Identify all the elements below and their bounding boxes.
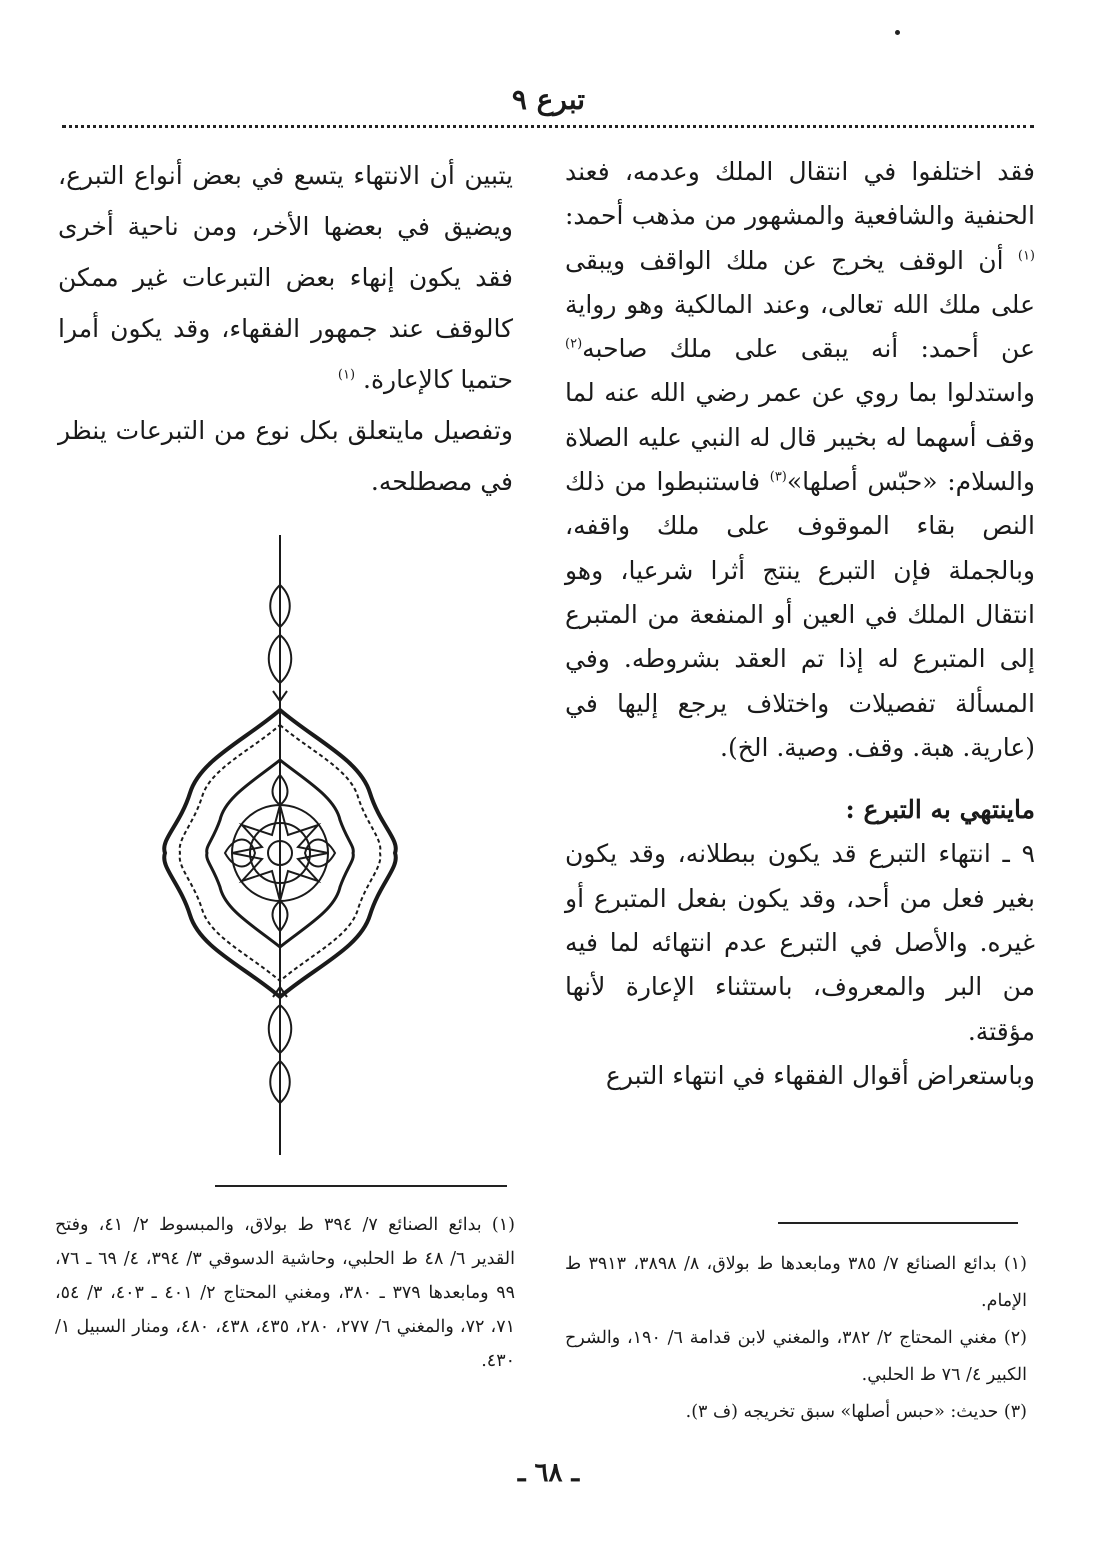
speck-dot	[895, 30, 900, 35]
footnote-rule	[778, 1222, 1018, 1224]
footnotes-left	[55, 1208, 515, 1378]
running-header: تبرع ٩	[511, 83, 586, 116]
page-number: ـ ٦٨ ـ	[517, 1458, 580, 1488]
footnote-marker: (٢)	[565, 336, 583, 352]
header-dotted-rule	[62, 125, 1034, 128]
left-column	[58, 150, 513, 507]
right-para1-text-c: واستدلوا بما روي عن عمر رضي الله عنه لما وقف أسهما له بخيبر قال له النبي عليه الصلاة والسلام: «حبّس أصلها»	[565, 378, 1035, 497]
arabesque-ornament-icon	[155, 535, 405, 1155]
right-paragraph-3: وباستعراض أقوال الفقهاء في انتهاء التبرع	[605, 1060, 1035, 1090]
footnote-item: (١) بدائع الصنائع ٧/ ٣٨٥ ومابعدها ط بولاق، ٨/ ٣٨٩٨، ٣٩١٣ ط الإمام.	[565, 1254, 1027, 1311]
left-paragraph-2: وتفصيل مايتعلق بكل نوع من التبرعات ينظر في مصطلحه.	[58, 416, 513, 496]
footnotes-right	[565, 1246, 1027, 1431]
right-para1-text-d: فاستنبطوا من ذلك النص بقاء الموقوف على ملك واقفه، وبالجملة فإن التبرع ينتج أثرا شرعيا، وهو انتقال الملك في العين أو المنفعة من المتبرع إلى المتبرع له إذا تم العقد بشروطه. وفي المسألة تفصيلات واختلاف يرجع إليها في (عارية. هبة. وقف. وصية. الخ).	[565, 467, 1035, 762]
footnote-item: (٣) حديث: «حبس أصلها» سبق تخريجه (ف ٣).	[685, 1402, 1027, 1422]
right-paragraph-2: ٩ ـ انتهاء التبرع قد يكون ببطلانه، وقد يكون بغير فعل من أحد، وقد يكون بفعل المتبرع أو غيره. والأصل في التبرع عدم انتهائه لما فيه من البر والمعروف، باستثناء الإعارة لأنها مؤقتة.	[565, 839, 1035, 1046]
footnote-marker: (١)	[337, 367, 356, 383]
footnote-item: (٢) مغني المحتاج ٢/ ٣٨٢، والمغني لابن قدامة ٦/ ١٩٠، والشرح الكبير ٤/ ٧٦ ط الحلبي.	[565, 1328, 1027, 1385]
section-heading: ماينتهي به التبرع :	[845, 795, 1035, 825]
right-para1-text-a: فقد اختلفوا في انتقال الملك وعدمه، فعند الحنفية والشافعية والمشهور من مذهب أحمد:	[565, 157, 1035, 231]
left-paragraph-1	[58, 150, 513, 405]
right-para1-text-b: أن الوقف يخرج عن ملك الواقف ويبقى على ملك الله تعالى، وعند المالكية وهو رواية عن أحمد: أنه يبقى على ملك صاحبه	[565, 245, 1035, 364]
footnote-rule	[215, 1185, 507, 1187]
footnote-marker: (٣)	[769, 469, 787, 485]
right-paragraph-1	[565, 150, 1035, 770]
left-para1-text: يتبين أن الانتهاء يتسع في بعض أنواع التبرع، ويضيق في بعضها الأخر، ومن ناحية أخرى فقد يكون إنهاء بعض التبرعات غير ممكن كالوقف عند جمهور الفقهاء، وقد يكون أمرا حتميا كالإعارة.	[58, 161, 513, 394]
footnote-marker: (١)	[1017, 248, 1035, 264]
footnote-item: (١) بدائع الصنائع ٧/ ٣٩٤ ط بولاق، والمبسوط ٢/ ٤١، وفتح القدير ٦/ ٤٨ ط الحلبي، وحاشية الدسوقي ٣/ ٣٩٤، ٤/ ٦٩ ـ ٧٦، ٩٩ ومابعدها ٣٧٩ ـ ٣٨٠، ومغني المحتاج ٢/ ٤٠١ ـ ٤٠٣، ٣/ ٥٤، ٧١، ٧٢، والمغني ٦/ ٢٧٧، ٢٨٠، ٤٣٥، ٤٣٨، ٤٨٠، ومنار السبيل ١/ ٤٣٠.	[55, 1215, 516, 1371]
right-column	[565, 150, 1035, 1098]
